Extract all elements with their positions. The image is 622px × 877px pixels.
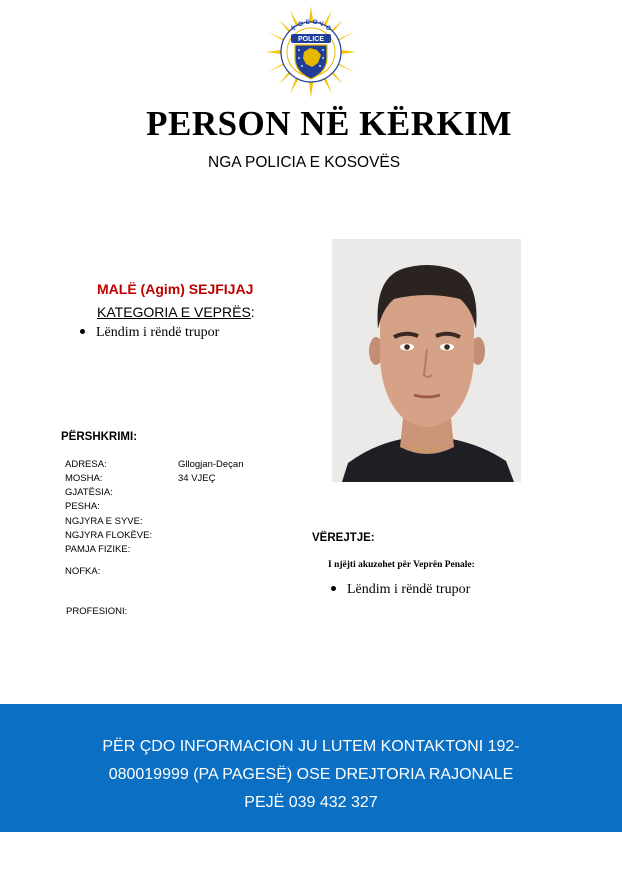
field-label-age: MOSHA:: [65, 473, 103, 484]
field-label-nickname: NOFKA:: [65, 566, 101, 577]
contact-line-3: PEJË 039 432 327: [244, 794, 378, 811]
kosovo-police-logo: [266, 6, 356, 98]
remarks-offense-list-item: [331, 582, 470, 598]
remarks-heading: VËREJTJE:: [312, 532, 375, 544]
field-label-height: GJATËSIA:: [65, 487, 113, 498]
portrait-image: [332, 239, 521, 482]
page-subtitle: NGA POLICIA E KOSOVËS: [208, 154, 401, 171]
contact-info: [0, 733, 622, 817]
field-label-profession: PROFESIONI:: [66, 606, 128, 617]
description-heading: PËRSHKRIMI:: [61, 431, 138, 443]
field-label-address: ADRESA:: [65, 459, 107, 470]
contact-line-1: PËR ÇDO INFORMACION JU LUTEM KONTAKTONI 192-: [102, 738, 520, 755]
contact-line-2: 080019999 (PA PAGESË) OSE DREJTORIA RAJONALE: [108, 766, 514, 783]
offense-text: Lëndim i rëndë trupor: [96, 325, 220, 340]
field-value-address: Gllogjan-Deçan: [178, 459, 244, 470]
field-value-age: 34 VJEÇ: [178, 473, 216, 484]
field-label-hair-color: NGJYRA FLOKËVE:: [65, 530, 153, 541]
category-label-colon: :: [250, 304, 255, 320]
field-label-appearance: PAMJA FIZIKE:: [65, 544, 131, 555]
offense-category-label: [97, 304, 255, 320]
svg-text:POLICE: POLICE: [297, 36, 325, 43]
svg-text:KOSOVO: KO S O VO: [291, 19, 332, 32]
police-badge-icon: [266, 6, 356, 98]
page-title: PERSON NË KËRKIM: [146, 104, 512, 143]
remarks-offense-text: Lëndim i rëndë trupor: [347, 582, 471, 597]
bullet-icon: [80, 329, 85, 334]
suspect-photo: [332, 239, 521, 482]
bullet-icon: [331, 586, 336, 591]
field-label-weight: PESHA:: [65, 501, 100, 512]
field-label-eye-color: NGJYRA E SYVE:: [65, 516, 143, 527]
wanted-person-name: MALË (Agim) SEJFIJAJ: [97, 281, 254, 297]
accused-text: I njëjti akuzohet për Veprën Penale:: [328, 560, 475, 570]
offense-list-item: [80, 325, 219, 341]
category-label-text: KATEGORIA E VEPRËS: [97, 304, 251, 320]
